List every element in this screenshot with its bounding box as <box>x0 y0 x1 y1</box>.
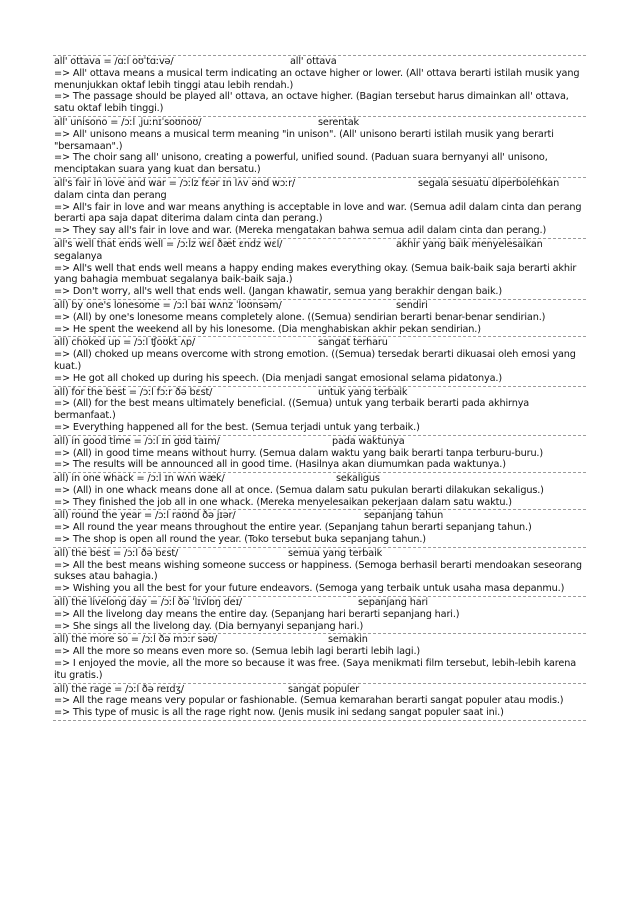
entry-meaning: => All's fair in love and war means anything is acceptable in love and war. (Semua adil dalam cinta dan perang berarti apa saja dapat diterima dalam cinta dan perang.) <box>54 201 582 225</box>
entry-heading <box>54 597 585 609</box>
entry-translation: semakin <box>328 634 368 646</box>
entry-example: => He spent the weekend all by his lonesome. (Dia menghabiskan akhir pekan sendirian.) <box>54 323 481 335</box>
entry-heading <box>54 634 585 646</box>
entry-meaning: => All the rage means very popular or fashionable. (Semua kemarahan berarti sangat populer atau modis.) <box>54 695 564 707</box>
entry-meaning: => All's well that ends well means a happy ending makes everything okay. (Semua baik-baik saja berarti akhir yang bahagia membuat segalanya baik-baik saja.) <box>54 262 577 286</box>
entry-translation: sekaligus <box>336 473 380 485</box>
entry-example: => The passage should be played all' ottava, an octave higher. (Bagian tersebut harus dimainkan all' ottava, satu oktaf lebih tinggi.) <box>54 91 569 115</box>
entry-example: => Wishing you all the best for your future endeavors. (Semoga yang terbaik untuk usaha masa depanmu.) <box>54 583 565 595</box>
entry-translation: all' ottava <box>290 56 337 67</box>
entry-meaning: => All' unisono means a musical term meaning "in unison". (All' unisono berarti istilah musik yang berarti "bersamaan".) <box>54 128 554 152</box>
glossary-entry <box>53 547 586 596</box>
entry-heading <box>54 684 585 696</box>
entry-meaning: => (All) in one whack means done all at once. (Semua dalam satu pukulan berarti dilakukan sekaligus.) <box>54 484 544 496</box>
entry-term: all) the best = /ɔːl ðə bεst/ <box>54 547 179 559</box>
entry-translation: semua yang terbaik <box>288 547 383 559</box>
entry-example: => Everything happened all for the best. (Semua terjadi untuk yang terbaik.) <box>54 421 420 433</box>
entry-meaning: => (All) by one's lonesome means completely alone. ((Semua) sendirian berarti benar-benar sendirian.) <box>54 311 546 323</box>
entry-heading <box>54 510 585 522</box>
glossary-entry <box>53 116 586 177</box>
entry-example: => He got all choked up during his speech. (Dia menjadi sangat emosional selama pidatonya.) <box>54 372 502 384</box>
entry-heading <box>54 473 585 485</box>
entry-term: all) the livelong day = /ɔːl ðə ˈlɪvlɒŋ deɪ/ <box>54 597 243 609</box>
glossary-entry <box>53 386 586 435</box>
entry-meaning: => All' ottava means a musical term indicating an octave higher or lower. (All' ottava berarti istilah musik yang menunjukkan oktaf lebih tinggi atau lebih rendah.) <box>54 67 580 91</box>
entry-example: => The results will be announced all in good time. (Hasilnya akan diumumkan pada waktunya.) <box>54 459 506 471</box>
entry-example: => She sings all the livelong day. (Dia bernyanyi sepanjang hari.) <box>54 620 364 632</box>
entry-translation: untuk yang terbaik <box>318 386 408 398</box>
entry-term: all) the more so = /ɔːl ðə mɔːr səʊ/ <box>54 634 218 646</box>
glossary-entry <box>53 435 586 472</box>
entry-heading <box>54 387 585 399</box>
entry-heading <box>54 337 585 349</box>
entry-example: => They say all's fair in love and war. (Mereka mengatakan bahwa semua adil dalam cinta dan perang.) <box>54 225 547 237</box>
entry-term: all) by one's lonesome = /ɔːl baɪ wʌnz ˈloʊnsəm/ <box>54 299 282 311</box>
entry-heading <box>54 239 585 263</box>
entry-translation: sangat terharu <box>318 337 388 349</box>
entry-example: => The choir sang all' unisono, creating a powerful, unified sound. (Paduan suara bernyanyi all' unisono, menciptakan suara yang kuat dan bersatu.) <box>54 152 548 176</box>
entry-term: all' ottava = /ɑːl oʊˈtɑːvə/ <box>54 56 174 67</box>
entry-meaning: => All the more so means even more so. (Semua lebih lagi berarti lebih lagi.) <box>54 646 421 658</box>
entry-heading <box>54 436 585 448</box>
entry-heading <box>54 117 585 129</box>
entry-meaning: => (All) in good time means without hurry. (Semua dalam waktu yang baik berarti tanpa terburu-buru.) <box>54 447 543 459</box>
glossary-sheet <box>53 55 586 721</box>
entry-term: all) in one whack = /ɔːl ɪn wʌn wæk/ <box>54 473 225 485</box>
entry-translation: sangat populer <box>288 683 359 695</box>
entry-translation: sendiri <box>396 299 428 311</box>
entry-heading <box>54 178 585 202</box>
entry-example: => They finished the job all in one whack. (Mereka menyelesaikan pekerjaan dalam satu waktu.) <box>54 496 512 508</box>
glossary-entry <box>53 238 586 299</box>
entry-translation: serentak <box>318 116 360 128</box>
entry-example: => I enjoyed the movie, all the more so because it was free. (Saya menikmati film tersebut, lebih-lebih karena itu gratis.) <box>54 658 577 681</box>
entry-heading <box>54 300 585 312</box>
entry-translation: sepanjang hari <box>358 597 428 609</box>
entry-term: all) round the year = /ɔːl raʊnd ðə jɪər/ <box>54 510 236 522</box>
glossary-entry <box>53 472 586 509</box>
entry-meaning: => All the livelong day means the entire day. (Sepanjang hari berarti sepanjang hari.) <box>54 608 460 620</box>
glossary-entry <box>53 596 586 633</box>
entry-meaning: => (All) for the best means ultimately beneficial. ((Semua) untuk yang terbaik berarti pada akhirnya bermanfaat.) <box>54 398 530 422</box>
glossary-entry <box>53 633 586 682</box>
entry-term: all) choked up = /ɔːl ʧoʊkt ʌp/ <box>54 337 196 349</box>
entry-translation: pada waktunya <box>332 435 405 447</box>
entry-heading <box>54 548 585 560</box>
glossary-entry <box>53 509 586 546</box>
glossary-entry <box>53 336 586 385</box>
entry-translation: segala sesuatu diperbolehkan dalam cinta dan perang <box>54 177 560 201</box>
glossary-entry <box>53 55 586 116</box>
entry-translation: sepanjang tahun <box>364 510 444 522</box>
entry-meaning: => (All) choked up means overcome with strong emotion. ((Semua) tersedak berarti dikuasai oleh emosi yang kuat.) <box>54 349 576 372</box>
glossary-entry <box>53 299 586 336</box>
glossary-entry <box>53 683 586 721</box>
entry-term: all's well that ends well = /ɔːlz wεl ðæt εndz wεl/ <box>54 238 283 250</box>
entry-meaning: => All the best means wishing someone success or happiness. (Semoga berhasil berarti mendoakan seseorang sukses atau bahagia.) <box>54 559 582 583</box>
entry-example: => This type of music is all the rage right now. (Jenis musik ini sedang sangat populer saat ini.) <box>54 707 504 719</box>
glossary-entry <box>53 177 586 238</box>
entry-example: => Don't worry, all's well that ends well. (Jangan khawatir, semua yang berakhir dengan baik.) <box>54 286 502 298</box>
entry-term: all's fair in love and war = /ɔːlz fεər ɪn lʌv ənd wɔːr/ <box>54 177 296 189</box>
entry-translation: akhir yang baik menyelesaikan segalanya <box>54 238 543 262</box>
entry-term: all) in good time = /ɔːl ɪn gʊd taɪm/ <box>54 435 220 447</box>
entry-term: all' unisono = /ɔːl ˌjuːnɪˈsoʊnoʊ/ <box>54 116 202 128</box>
entry-term: all) for the best = /ɔːl fɔːr ðə bεst/ <box>54 386 213 398</box>
entry-example: => The shop is open all round the year. (Toko tersebut buka sepanjang tahun.) <box>54 534 426 546</box>
entry-meaning: => All round the year means throughout the entire year. (Sepanjang tahun berarti sepanjang tahun.) <box>54 522 532 534</box>
entry-term: all) the rage = /ɔːl ðə reɪdʒ/ <box>54 683 184 695</box>
entry-heading <box>54 56 585 68</box>
